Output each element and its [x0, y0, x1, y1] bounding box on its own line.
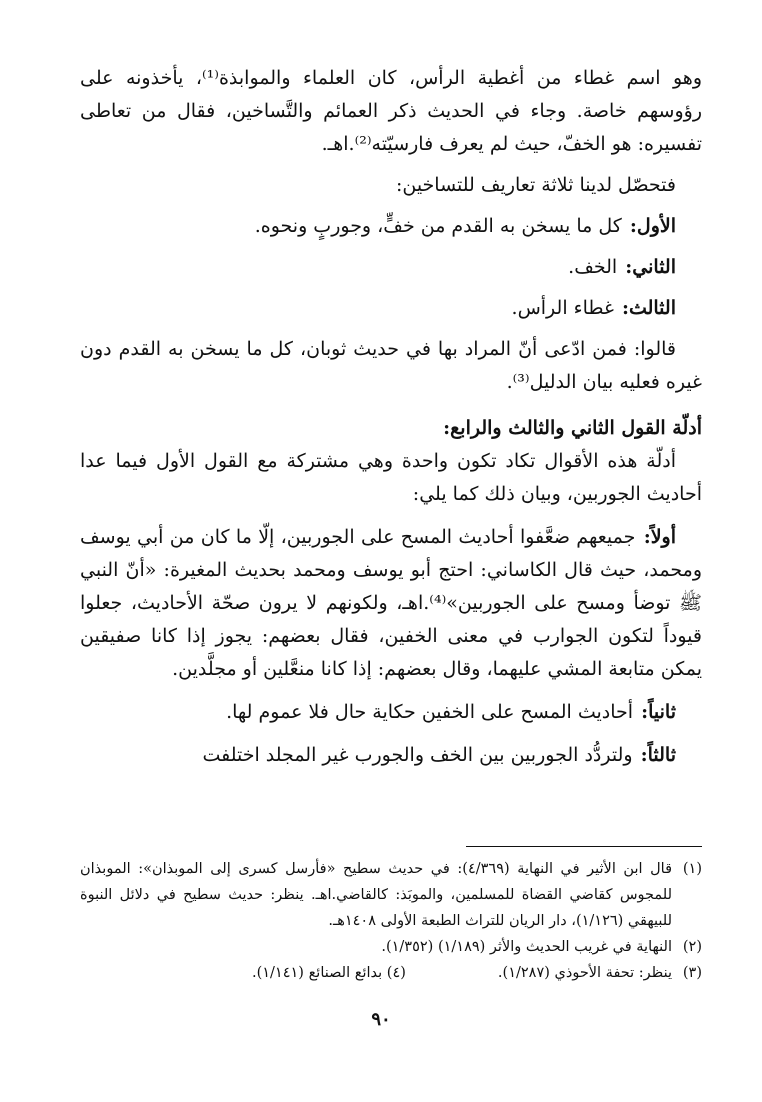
footnote-2-text: النهاية في غريب الحديث والأثر (١/١٨٩) (١/٣٥٢).: [381, 939, 672, 955]
footnote-4-text: بدائع الصنائع (١/١٤١).: [251, 965, 383, 981]
point-second-term: ثانياً:: [641, 701, 676, 723]
main-text: [80, 62, 702, 772]
footnote-2-number: (٢): [682, 939, 702, 955]
definition-third: [80, 292, 702, 325]
page-number: ٩٠: [371, 1009, 391, 1030]
point-third-term: ثالثاً:: [640, 744, 676, 766]
footnote-1-text: قال ابن الأثير في النهاية (٤/٣٦٩): في حديث سطيح «فأرسل كسرى إلى الموبذان»: الموبذان للمجوس كقاضي القضاة للمسلمين، والموبَذ: كالقاضي.اهـ. ينظر: حديث سطيح في دلائل النبوة للبيهقي (١/١٢٦)، دار الريان للتراث الطبعة الأولى ١٤٠٨هـ.: [80, 861, 672, 929]
point-second-text: أحاديث المسح على الخفين حكاية حال فلا عموم لها.: [226, 701, 634, 723]
footnote-separator: [466, 846, 702, 847]
definition-second-term: الثاني:: [625, 256, 676, 278]
definition-second: [80, 251, 702, 284]
definition-third-term: الثالث:: [621, 297, 676, 319]
definition-first-text: كل ما يسخن به القدم من خفٍّ، وجوربٍ ونحوه.: [254, 215, 622, 237]
footnote-4-number: (٤): [386, 965, 406, 981]
point-second: [80, 696, 702, 729]
footnote-1-number: (١): [682, 861, 702, 877]
paragraph-summary: فتحصّل لدينا ثلاثة تعاريف للتساخين:: [395, 174, 676, 196]
point-third-text: ولتردُّد الجوربين بين الخف والجورب غير المجلد اختلفت: [202, 744, 633, 766]
definition-first-term: الأول:: [629, 215, 676, 237]
footnote-3-4-text: [80, 960, 672, 986]
point-third: [80, 739, 702, 772]
definition-third-text: غطاء الرأس.: [511, 297, 614, 319]
footnote-3-text: ينظر: تحفة الأحوذي (١/٢٨٧).: [497, 965, 672, 981]
footnote-3-number: (٣): [682, 965, 702, 981]
footnote-2: [80, 934, 702, 960]
paragraph-intro: وهو اسم غطاء من أغطية الرأس، كان العلماء والموابذة⁽¹⁾، يأخذونه على رؤوسهم خاصة. وجاء في الحديث ذكر العمائم والتَّساخين، فقال من تعاطى تفسيره: هو الخفّ، حيث لم يعرف فارسيّته⁽²⁾.اهـ.: [80, 67, 702, 155]
paragraph-evidence: أدلّة هذه الأقوال تكاد تكون واحدة وهي مشتركة مع القول الأول فيما عدا أحاديث الجوربين، وبيان ذلك كما يلي:: [80, 450, 702, 505]
footnote-1: [80, 856, 702, 934]
footnote-3-4: [80, 960, 702, 986]
definition-second-text: الخف.: [568, 256, 618, 278]
point-first-text: جميعهم ضعَّفوا أحاديث المسح على الجوربين، إلّا ما كان من أبي يوسف ومحمد، حيث قال الكاساني: احتج أبو يوسف ومحمد بحديث المغيرة: «أنّ النبي ﷺ توضأ ومسح على الجوربين»⁽⁴⁾.اهـ، ولكونهم لا يرون صحّة الأحاديث، جعلوا قيوداً لتكون الجوارب في معنى الخفين، فقال بعضهم: يجوز إذا كانا صفيقين يمكن متابعة المشي عليهما، وقال بعضهم: إذا كانا منعَّلين أو مجلَّدين.: [80, 526, 702, 680]
point-first-term: أولاً:: [643, 526, 677, 548]
footnotes: [80, 856, 702, 986]
definition-first: [80, 210, 702, 243]
section-heading: أدلّة القول الثاني والثالث والرابع:: [443, 417, 702, 439]
paragraph-claim: قالوا: فمن ادّعى أنّ المراد بها في حديث ثوبان، كل ما يسخن به القدم دون غيره فعليه بيان الدليل⁽³⁾.: [80, 338, 702, 393]
point-first: [80, 521, 702, 686]
